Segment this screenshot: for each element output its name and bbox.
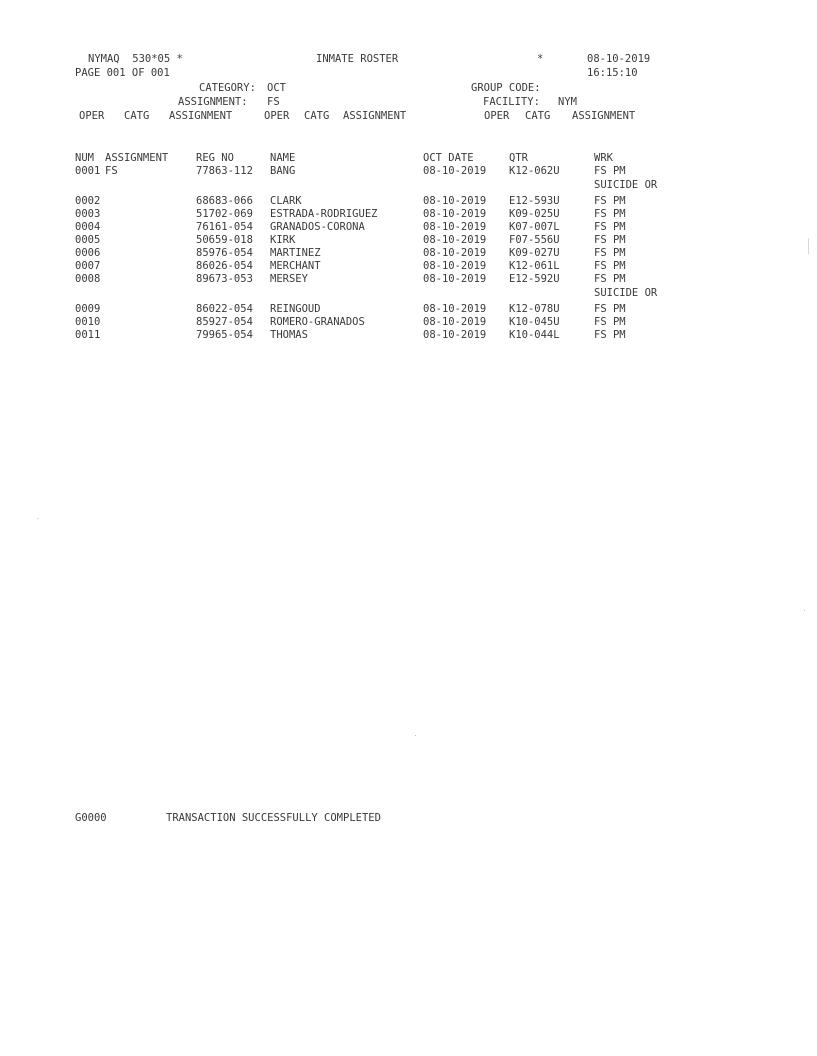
oper-header-1: OPER [79,110,105,122]
row-num: 0011 [75,329,101,341]
row-reg-no: 77863-112 [196,165,253,177]
row-name: MERCHANT [270,260,321,272]
oper-header-2: OPER [264,110,290,122]
row-qtr: K12-062U [509,165,560,177]
row-name: BANG [270,165,296,177]
row-name: KIRK [270,234,296,246]
row-oct-date: 08-10-2019 [423,273,487,285]
table-row [0,260,817,273]
row-reg-no: 86026-054 [196,260,253,272]
row-oct-date: 08-10-2019 [423,234,487,246]
row-reg-no: 85976-054 [196,247,253,259]
col-qtr: QTR [509,152,528,164]
catg-header-2: CATG [304,110,330,122]
row-oct-date: 08-10-2019 [423,329,487,341]
col-assignment: ASSIGNMENT [105,152,169,164]
row-qtr: E12-592U [509,273,560,285]
row-wrk: FS PM [594,234,626,246]
row-assignment: FS [105,165,118,177]
row-qtr: K09-025U [509,208,560,220]
row-reg-no: 51702-069 [196,208,253,220]
scan-speck [37,518,38,519]
row-note-line [0,287,817,300]
row-reg-no: 89673-053 [196,273,253,285]
row-qtr: K09-027U [509,247,560,259]
table-row [0,303,817,316]
row-note: SUICIDE OR [594,179,658,191]
group-code-label: GROUP CODE: [471,82,541,94]
row-num: 0009 [75,303,101,315]
row-qtr: F07-556U [509,234,560,246]
page-indicator: PAGE 001 OF 001 [75,67,170,79]
row-wrk: FS PM [594,329,626,341]
row-name: ESTRADA-RODRIGUEZ [270,208,378,220]
row-name: ROMERO-GRANADOS [270,316,365,328]
assignment-header-1: ASSIGNMENT [169,110,233,122]
col-wrk: WRK [594,152,613,164]
scan-speck [415,735,416,736]
status-code: G0000 [75,812,107,824]
row-oct-date: 08-10-2019 [423,165,487,177]
row-wrk: FS PM [594,303,626,315]
row-oct-date: 08-10-2019 [423,260,487,272]
oper-header-3: OPER [484,110,510,122]
table-row [0,273,817,286]
col-reg-no: REG NO [196,152,234,164]
col-num: NUM [75,152,94,164]
row-reg-no: 50659-018 [196,234,253,246]
row-num: 0006 [75,247,101,259]
row-reg-no: 85927-054 [196,316,253,328]
assignment-header-2: ASSIGNMENT [343,110,407,122]
catg-header-1: CATG [124,110,150,122]
row-note: SUICIDE OR [594,287,658,299]
table-header [0,152,817,165]
row-num: 0003 [75,208,101,220]
row-name: MARTINEZ [270,247,321,259]
col-oct-date: OCT DATE [423,152,474,164]
row-wrk: FS PM [594,260,626,272]
table-row [0,247,817,260]
catg-header-3: CATG [525,110,551,122]
facility-value: NYM [558,96,577,108]
row-name: REINGOUD [270,303,321,315]
row-oct-date: 08-10-2019 [423,208,487,220]
row-wrk: FS PM [594,247,626,259]
assignment-label: ASSIGNMENT: [178,96,248,108]
facility-label: FACILITY: [483,96,540,108]
row-name: CLARK [270,195,302,207]
row-qtr: K07-007L [509,221,560,233]
program-id: NYMAQ 530*05 * [88,53,183,65]
table-row [0,329,817,342]
row-num: 0001 [75,165,101,177]
row-name: MERSEY [270,273,308,285]
report-date: 08-10-2019 [587,53,651,65]
row-wrk: FS PM [594,165,626,177]
row-wrk: FS PM [594,273,626,285]
table-row [0,208,817,221]
row-oct-date: 08-10-2019 [423,303,487,315]
table-row [0,195,817,208]
assignment-header-3: ASSIGNMENT [572,110,636,122]
table-row [0,221,817,234]
row-name: THOMAS [270,329,308,341]
row-reg-no: 76161-054 [196,221,253,233]
row-reg-no: 68683-066 [196,195,253,207]
row-wrk: FS PM [594,195,626,207]
table-row [0,316,817,329]
row-num: 0005 [75,234,101,246]
row-reg-no: 79965-054 [196,329,253,341]
report-title: INMATE ROSTER [316,53,399,65]
row-qtr: K12-061L [509,260,560,272]
row-reg-no: 86022-054 [196,303,253,315]
row-name: GRANADOS-CORONA [270,221,365,233]
row-note-line [0,179,817,192]
category-label: CATEGORY: [199,82,256,94]
row-num: 0008 [75,273,101,285]
row-wrk: FS PM [594,208,626,220]
row-wrk: FS PM [594,316,626,328]
row-num: 0002 [75,195,101,207]
row-qtr: K10-044L [509,329,560,341]
status-message: TRANSACTION SUCCESSFULLY COMPLETED [166,812,381,824]
table-row [0,165,817,178]
category-value: OCT [267,82,286,94]
row-num: 0010 [75,316,101,328]
row-qtr: E12-593U [509,195,560,207]
header-star: * [537,53,544,65]
row-qtr: K12-078U [509,303,560,315]
scan-speck [804,610,805,611]
row-oct-date: 08-10-2019 [423,221,487,233]
row-qtr: K10-045U [509,316,560,328]
row-oct-date: 08-10-2019 [423,195,487,207]
scan-speck [808,238,809,254]
col-name: NAME [270,152,296,164]
table-row [0,234,817,247]
row-wrk: FS PM [594,221,626,233]
assignment-value: FS [267,96,280,108]
row-oct-date: 08-10-2019 [423,316,487,328]
row-num: 0007 [75,260,101,272]
row-oct-date: 08-10-2019 [423,247,487,259]
row-num: 0004 [75,221,101,233]
report-time: 16:15:10 [587,67,638,79]
